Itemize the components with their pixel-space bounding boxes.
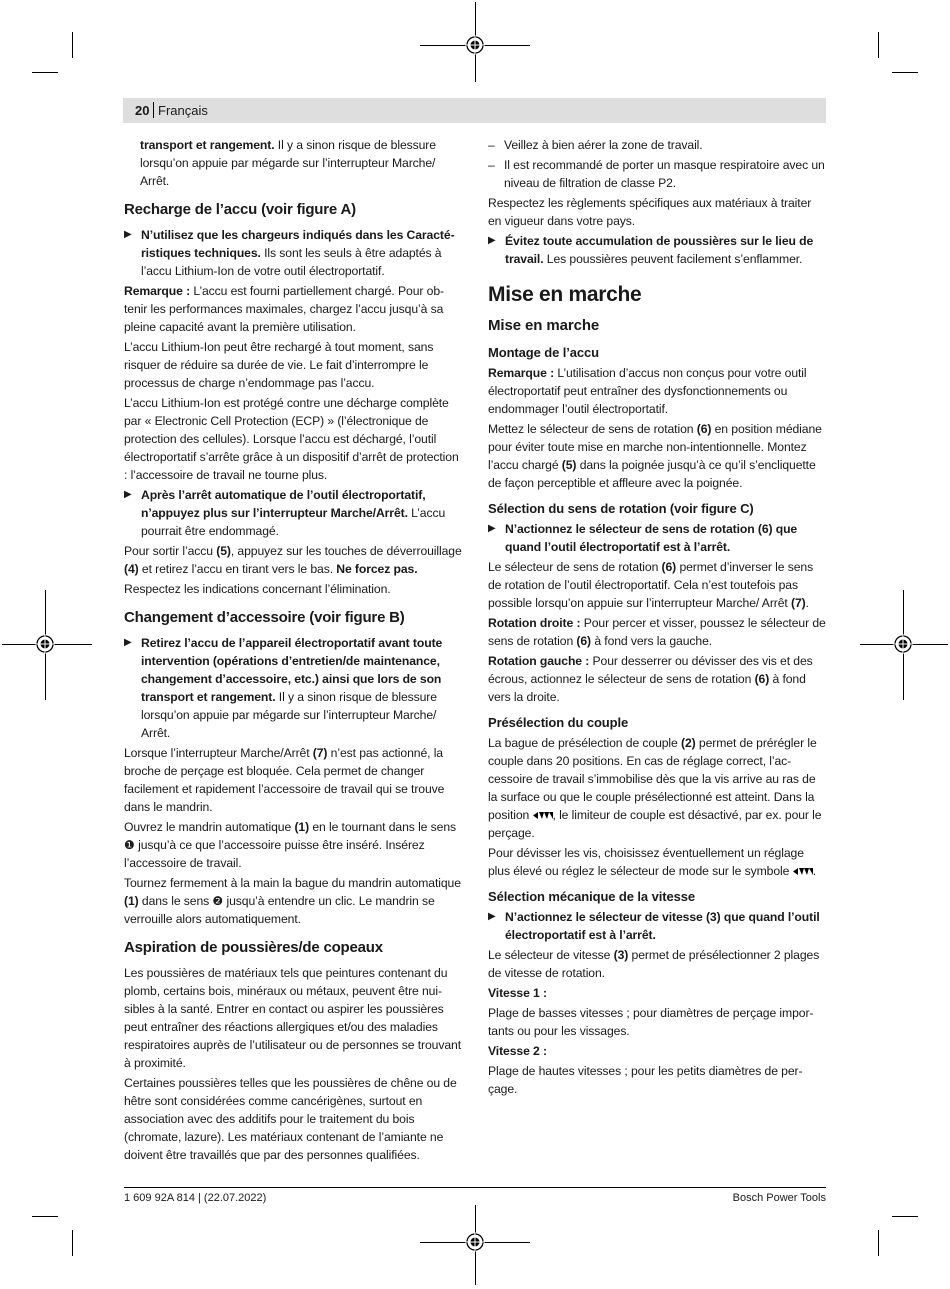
crop-mark <box>892 72 918 73</box>
warning-item: ▶ Après l’arrêt automatique de l’outil électroportatif, n’appuyez plus sur l’interrupteur Marche/Arrêt. L’accu pourrait être endommagé. <box>124 488 446 538</box>
bullet-triangle-icon: ▶ <box>488 235 496 246</box>
paragraph: Pour dévisser les vis, choisissez éventuellement un réglage plus élevé ou réglez le sélecteur de mode sur le symbole . <box>488 846 816 878</box>
paragraph: Rotation gauche : Pour desserrer ou dévisser des vis et des écrous, actionnez le sélecteur de sens de rotation (6) à fond vers la droite. <box>488 654 813 704</box>
paragraph: Lorsque l’interrupteur Marche/Arrêt (7) n’est pas actionné, la broche de perçage est bloquée. Cela permet de changer facilement et rapidement l’accessoire de travail qui se trouve dans le mandrin. <box>124 746 445 814</box>
crop-mark <box>72 1230 73 1256</box>
paragraph: La bague de présélection de couple (2) permet de prérégler le couple dans 20 positions. En cas de réglage correct, l’accessoire de travail s’immobilise dès que la vis arrive au ras de la surface ou que le couple présélectionné est atteint. Dans la position , le limiteur de couple est désactivé, par ex. pour le perçage. <box>488 736 822 840</box>
drill-mode-icon <box>533 811 553 820</box>
paragraph: Ouvrez le mandrin automatique (1) en le tournant dans le sens ❶ jusqu’à ce que l’accessoire puisse être inséré. Insérez l’accessoire de travail. <box>124 820 456 870</box>
section-heading: Recharge de l’accu (voir figure A) <box>124 201 356 218</box>
bullet-triangle-icon: ▶ <box>124 229 132 240</box>
crop-mark <box>878 32 879 58</box>
paragraph: Plage de hautes vitesses ; pour les petits diamètres de perçage. <box>488 1064 803 1096</box>
page-number: 20 <box>135 103 150 118</box>
crop-mark <box>72 32 73 58</box>
subsection-heading: Sélection mécanique de la vitesse <box>488 889 695 904</box>
warning-item: ▶ Évitez toute accumulation de poussières sur le lieu de travail. Les poussières peuvent facilement s’enflammer. <box>488 234 814 266</box>
crop-mark <box>892 1216 918 1217</box>
bullet-triangle-icon: ▶ <box>488 911 496 922</box>
warning-item: ▶ N’actionnez le sélecteur de sens de rotation (6) que quand l’outil électroportatif est à l’arrêt. <box>488 522 798 554</box>
registration-mark-icon <box>35 634 55 654</box>
section-heading: Changement d’accessoire (voir figure B) <box>124 609 405 626</box>
paragraph: Plage de basses vitesses ; pour diamètres de perçage importants ou pour les vissages. <box>488 1006 814 1038</box>
list-item: – Il est recommandé de porter un masque respiratoire avec un niveau de filtration de classe P2. <box>488 158 825 190</box>
warning-item: ▶ Retirez l’accu de l’appareil électroportatif avant toute intervention (opérations d’entretien/de maintenance, changement d’accessoire, etc.) ainsi que lors de son transport et rangement. Il y a sinon risque de blessure lorsqu’on appuie par mégarde sur l’interrupteur Marche/ Arrêt. <box>124 636 443 740</box>
paragraph: Rotation droite : Pour percer et visser, poussez le sélecteur de sens de rotation (6) à fond vers la gauche. <box>488 616 826 648</box>
section-heading: Aspiration de poussières/de copeaux <box>124 939 383 956</box>
footer-brand: Bosch Power Tools <box>732 1192 826 1204</box>
registration-mark-icon <box>465 35 485 55</box>
paragraph: Mettez le sélecteur de sens de rotation (6) en position médiane pour éviter toute mise en marche non-intentionnelle. Montez l’accu chargé (5) dans la poignée jusqu’à ce qu’il s’encliquette de façon perceptible et affleure avec la poignée. <box>488 422 822 490</box>
crop-mark <box>32 1216 58 1217</box>
paragraph: transport et rangement. Il y a sinon risque de blessure lorsqu’on appuie par mégarde sur l’interrupteur Marche/ Arrêt. <box>140 138 436 188</box>
header-divider <box>153 102 154 118</box>
paragraph: Tournez fermement à la main la bague du mandrin automatique (1) dans le sens ❷ jusqu’à entendre un clic. Le mandrin se verrouille alors automatiquement. <box>124 876 461 926</box>
bullet-triangle-icon: ▶ <box>124 637 132 648</box>
footer-doc-number: 1 609 92A 814 | (22.07.2022) <box>124 1192 267 1204</box>
warning-item: ▶ N’actionnez le sélecteur de vitesse (3) que quand l’outil électroportatif est à l’arrêt. <box>488 910 820 942</box>
paragraph: Remarque : L’accu est fourni partiellement chargé. Pour obtenir les performances maximales, chargez l’accu jusqu’à sa pleine capacité avant la première utilisation. <box>124 284 445 334</box>
paragraph: Les poussières de matériaux tels que peintures contenant du plomb, certains bois, minéraux ou métaux, peuvent être nuisibles à la santé. Entrer en contact ou aspirer les poussières peut entraîner des réactions allergiques et/ou des maladies respiratoires auprès de l’utilisateur ou de personnes se trouvant à proximité. <box>124 966 461 1070</box>
chapter-heading: Mise en marche <box>488 283 642 306</box>
paragraph: L’accu Lithium-Ion peut être rechargé à tout moment, sans risquer de réduire sa durée de vie. Le fait d’interrompre le processus de charge n’endommage pas l’accu. <box>124 340 434 390</box>
right-column <box>488 136 826 1100</box>
paragraph: L’accu Lithium-Ion est protégé contre une décharge complète par « Electronic Cell Protection (ECP) » (l’électronique de protection des cellules). Lorsque l’accu est déchargé, l’outil électroportatif s’arrête grâce à un dispositif d’arrêt de protection : l’accessoire de travail ne tourne plus. <box>124 396 459 482</box>
crop-mark <box>878 1230 879 1256</box>
paragraph: Respectez les indications concernant l’élimination. <box>124 582 391 596</box>
header-language: Français <box>158 103 208 118</box>
registration-mark-icon <box>465 1232 485 1252</box>
subsection-heading: Présélection du couple <box>488 715 629 730</box>
warning-item: ▶ N’utilisez que les chargeurs indiqués dans les Caractéristiques techniques. Ils sont les seuls à être adaptés à l’accu Lithium-Ion de votre outil électroportatif. <box>124 228 455 278</box>
subsection-heading: Montage de l’accu <box>488 345 599 360</box>
footer-rule <box>124 1187 826 1188</box>
speed-label: Vitesse 1 : <box>488 986 547 1000</box>
page-header <box>123 98 826 123</box>
left-column <box>124 136 462 1166</box>
bullet-triangle-icon: ▶ <box>488 523 496 534</box>
crop-mark <box>32 72 58 73</box>
list-item: – Veillez à bien aérer la zone de travail. <box>488 138 703 152</box>
paragraph: Respectez les règlements spécifiques aux matériaux à traiter en vigueur dans votre pays. <box>488 196 812 228</box>
bullet-triangle-icon: ▶ <box>124 489 132 500</box>
paragraph: Le sélecteur de sens de rotation (6) permet d’inverser le sens de rotation de l’outil électroportatif. Cela n’est toutefois pas possible lorsqu’on appuie sur l’interrupteur Marche/ Arrêt (7). <box>488 560 814 610</box>
section-heading: Mise en marche <box>488 317 600 334</box>
paragraph: Remarque : L’utilisation d’accus non conçus pour votre outil électroportatif peut entraîner des dysfonctionnements ou endommager l’outil électroportatif. <box>488 366 807 416</box>
subsection-heading: Sélection du sens de rotation (voir figure C) <box>488 501 754 516</box>
registration-mark-icon <box>893 634 913 654</box>
drill-mode-icon <box>793 867 813 876</box>
paragraph: Le sélecteur de vitesse (3) permet de présélectionner 2 plages de vitesse de rotation. <box>488 948 820 980</box>
speed-label: Vitesse 2 : <box>488 1044 547 1058</box>
paragraph: Pour sortir l’accu (5), appuyez sur les touches de déverrouillage (4) et retirez l’accu en tirant vers le bas. Ne forcez pas. <box>124 544 462 576</box>
paragraph: Certaines poussières telles que les poussières de chêne ou de hêtre sont considérées comme cancérigènes, surtout en association avec des additifs pour le traitement du bois (chromate, lazure). Les matériaux contenant de l’amiante ne doivent être travaillés que par des personnes qualifiées. <box>124 1076 457 1162</box>
